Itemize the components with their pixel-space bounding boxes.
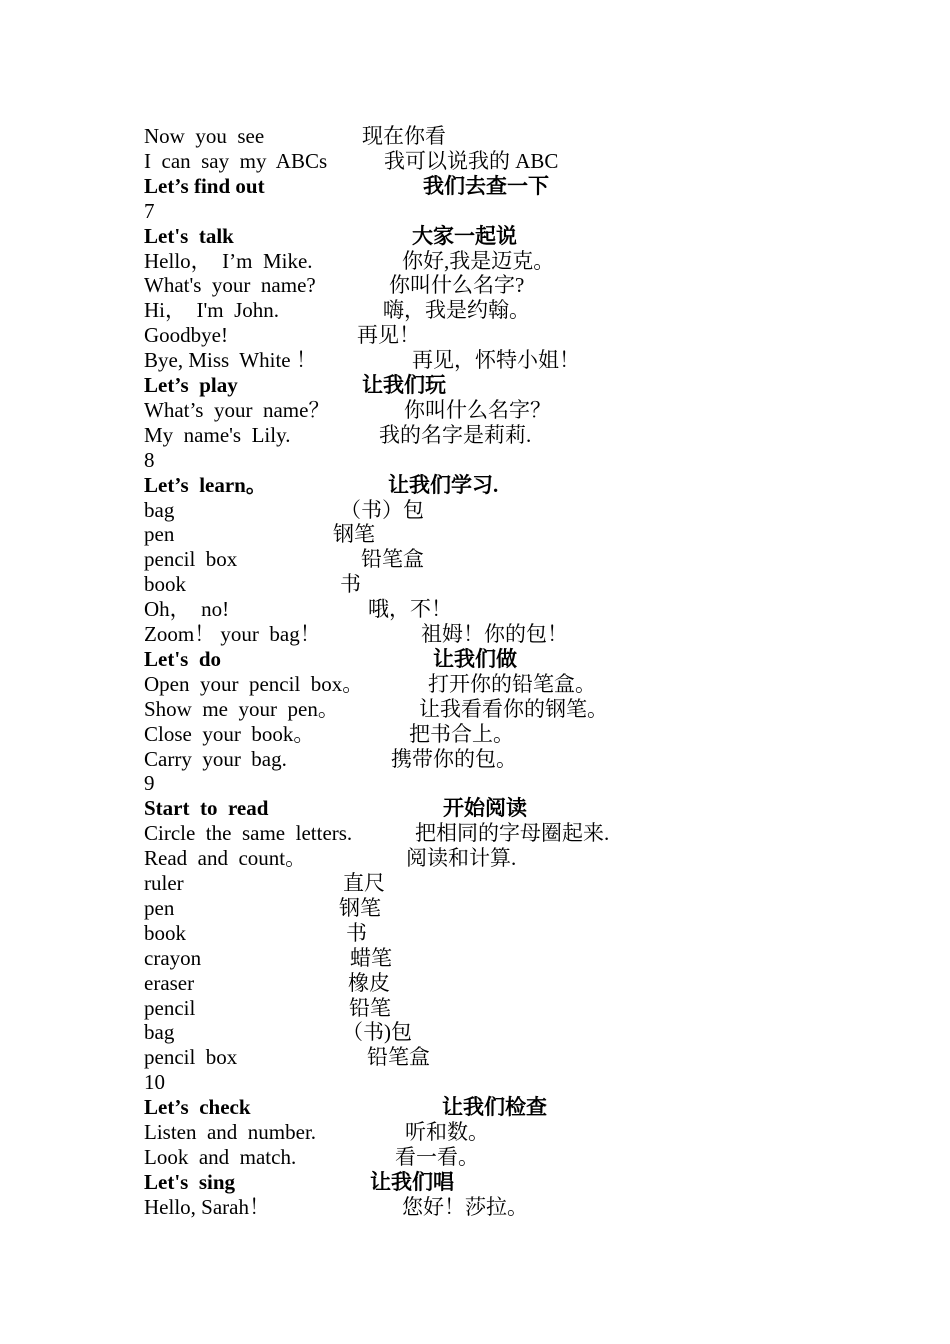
text-line bbox=[0, 323, 950, 348]
chinese-text: 你好,我是迈克。 bbox=[402, 248, 555, 273]
chinese-text: 钢笔 bbox=[333, 522, 375, 547]
chinese-text: 打开你的铅笔盒。 bbox=[428, 671, 596, 696]
chinese-text: 开始阅读 bbox=[443, 796, 527, 821]
section-heading bbox=[0, 473, 950, 498]
text-line bbox=[0, 149, 950, 174]
english-text: Hello， I’m Mike. bbox=[144, 248, 313, 273]
english-text: crayon bbox=[144, 945, 202, 970]
chinese-text: 您好！莎拉。 bbox=[402, 1194, 528, 1219]
text-line bbox=[0, 672, 950, 697]
english-text: My name's Lily. bbox=[144, 422, 291, 447]
chinese-text: 大家一起说 bbox=[412, 223, 517, 248]
page-number-line bbox=[0, 448, 950, 473]
english-text: bag bbox=[144, 1020, 175, 1045]
english-text: Start to read bbox=[144, 796, 269, 821]
text-line bbox=[0, 298, 950, 323]
vocab-line bbox=[0, 522, 950, 547]
english-text: Bye, Miss White ！ bbox=[144, 348, 317, 373]
chinese-text: 橡皮 bbox=[348, 970, 390, 995]
text-line bbox=[0, 1120, 950, 1145]
english-text: 9 bbox=[144, 771, 155, 796]
chinese-text: 让我们玩 bbox=[362, 373, 446, 397]
english-text: 8 bbox=[144, 447, 155, 472]
chinese-text: 你叫什么名字? bbox=[389, 273, 525, 298]
section-heading bbox=[0, 1170, 950, 1195]
section-heading bbox=[0, 647, 950, 672]
english-text: Let’s find out bbox=[144, 173, 265, 198]
english-text: Oh， no! bbox=[144, 597, 230, 622]
text-line bbox=[0, 1195, 950, 1220]
text-line bbox=[0, 124, 950, 149]
vocab-line bbox=[0, 871, 950, 896]
chinese-text: 阅读和计算. bbox=[406, 846, 517, 871]
section-heading bbox=[0, 224, 950, 249]
chinese-text: 蜡笔 bbox=[350, 945, 392, 970]
chinese-text: 让我们检查 bbox=[442, 1095, 547, 1120]
chinese-text: 书 bbox=[340, 572, 361, 597]
english-text: Hi， I'm John. bbox=[144, 298, 280, 323]
english-text: Let's talk bbox=[144, 223, 234, 248]
chinese-text: 我的名字是莉莉. bbox=[379, 422, 532, 447]
chinese-text: 再见！ bbox=[357, 323, 420, 348]
text-line bbox=[0, 722, 950, 747]
english-text: Let’s play bbox=[144, 373, 238, 397]
vocab-line bbox=[0, 921, 950, 946]
chinese-text: 哦，不！ bbox=[368, 597, 452, 622]
english-text: Let's do bbox=[144, 646, 222, 671]
english-text: Hello, Sarah！ bbox=[144, 1194, 270, 1219]
chinese-text: 现在你看 bbox=[362, 124, 446, 148]
english-text: Listen and number. bbox=[144, 1120, 317, 1144]
chinese-text: 钢笔 bbox=[339, 895, 381, 920]
english-text: Circle the same letters. bbox=[144, 821, 353, 846]
english-text: Show me your pen。 bbox=[144, 696, 339, 721]
english-text: Let's sing bbox=[144, 1169, 236, 1194]
text-line bbox=[0, 423, 950, 448]
chinese-text: 让我们学习. bbox=[388, 472, 499, 497]
chinese-text: 铅笔盒 bbox=[361, 547, 424, 572]
chinese-text: 让我们做 bbox=[433, 646, 517, 671]
english-text: Now you see bbox=[144, 124, 265, 148]
text-line bbox=[0, 249, 950, 274]
english-text: ruler bbox=[144, 871, 184, 895]
chinese-text: 再见，怀特小姐！ bbox=[412, 348, 580, 373]
vocab-line bbox=[0, 1045, 950, 1070]
chinese-text: 我可以说我的 ABC bbox=[384, 148, 559, 173]
text-line bbox=[0, 398, 950, 423]
english-text: book bbox=[144, 572, 186, 597]
chinese-text: 把书合上。 bbox=[409, 721, 514, 746]
english-text: Carry your bag. bbox=[144, 746, 287, 771]
english-text: Open your pencil box。 bbox=[144, 671, 364, 696]
chinese-text: 我们去查一下 bbox=[423, 173, 549, 198]
english-text: What's your name? bbox=[144, 273, 316, 298]
text-line bbox=[0, 348, 950, 373]
text-line bbox=[0, 1145, 950, 1170]
text-line bbox=[0, 597, 950, 622]
chinese-text: 看一看。 bbox=[395, 1144, 479, 1169]
chinese-text: 听和数。 bbox=[405, 1120, 489, 1144]
chinese-text: 祖姆！你的包！ bbox=[421, 622, 568, 646]
vocab-line bbox=[0, 946, 950, 971]
chinese-text: 嗨，我是约翰。 bbox=[383, 298, 530, 323]
vocab-line bbox=[0, 971, 950, 996]
english-text: pencil bbox=[144, 995, 196, 1020]
english-text: pen bbox=[144, 895, 175, 920]
page-number-line bbox=[0, 199, 950, 224]
vocab-line bbox=[0, 1020, 950, 1045]
page-number-line bbox=[0, 771, 950, 796]
chinese-text: 让我们唱 bbox=[370, 1169, 454, 1194]
page-number-line bbox=[0, 1070, 950, 1095]
text-line bbox=[0, 697, 950, 722]
section-heading bbox=[0, 1095, 950, 1120]
vocab-line bbox=[0, 996, 950, 1021]
chinese-text: （书)包 bbox=[342, 1020, 412, 1045]
english-text: book bbox=[144, 920, 186, 945]
chinese-text: 铅笔 bbox=[349, 995, 391, 1020]
text-line bbox=[0, 846, 950, 871]
chinese-text: （书）包 bbox=[340, 497, 424, 522]
chinese-text: 让我看看你的钢笔。 bbox=[419, 696, 608, 721]
vocab-line bbox=[0, 572, 950, 597]
section-heading bbox=[0, 174, 950, 199]
text-line bbox=[0, 273, 950, 298]
chinese-text: 铅笔盒 bbox=[367, 1045, 430, 1070]
chinese-text: 把相同的字母圈起来. bbox=[415, 821, 610, 846]
text-line bbox=[0, 821, 950, 846]
section-heading bbox=[0, 373, 950, 398]
english-text: I can say my ABCs bbox=[144, 148, 328, 173]
english-text: pencil box bbox=[144, 1045, 238, 1070]
english-text: Goodbye! bbox=[144, 323, 228, 348]
english-text: Zoom！ your bag！ bbox=[144, 622, 321, 646]
chinese-text: 书 bbox=[346, 920, 367, 945]
vocab-line bbox=[0, 547, 950, 572]
chinese-text: 你叫什么名字？ bbox=[404, 397, 551, 422]
english-text: bag bbox=[144, 497, 175, 522]
english-text: pen bbox=[144, 522, 175, 547]
english-text: Close your book。 bbox=[144, 721, 315, 746]
chinese-text: 直尺 bbox=[343, 871, 385, 895]
english-text: Let’s check bbox=[144, 1095, 251, 1120]
english-text: What’s your name？ bbox=[144, 397, 330, 422]
text-line bbox=[0, 747, 950, 772]
vocab-line bbox=[0, 498, 950, 523]
english-text: 7 bbox=[144, 198, 155, 223]
vocab-line bbox=[0, 896, 950, 921]
english-text: pencil box bbox=[144, 547, 238, 572]
text-line bbox=[0, 622, 950, 647]
english-text: Let’s learn。 bbox=[144, 472, 267, 497]
english-text: 10 bbox=[144, 1070, 165, 1095]
section-heading bbox=[0, 796, 950, 821]
english-text: eraser bbox=[144, 970, 195, 995]
english-text: Read and count。 bbox=[144, 846, 307, 871]
english-text: Look and match. bbox=[144, 1144, 297, 1169]
chinese-text: 携带你的包。 bbox=[391, 746, 517, 771]
